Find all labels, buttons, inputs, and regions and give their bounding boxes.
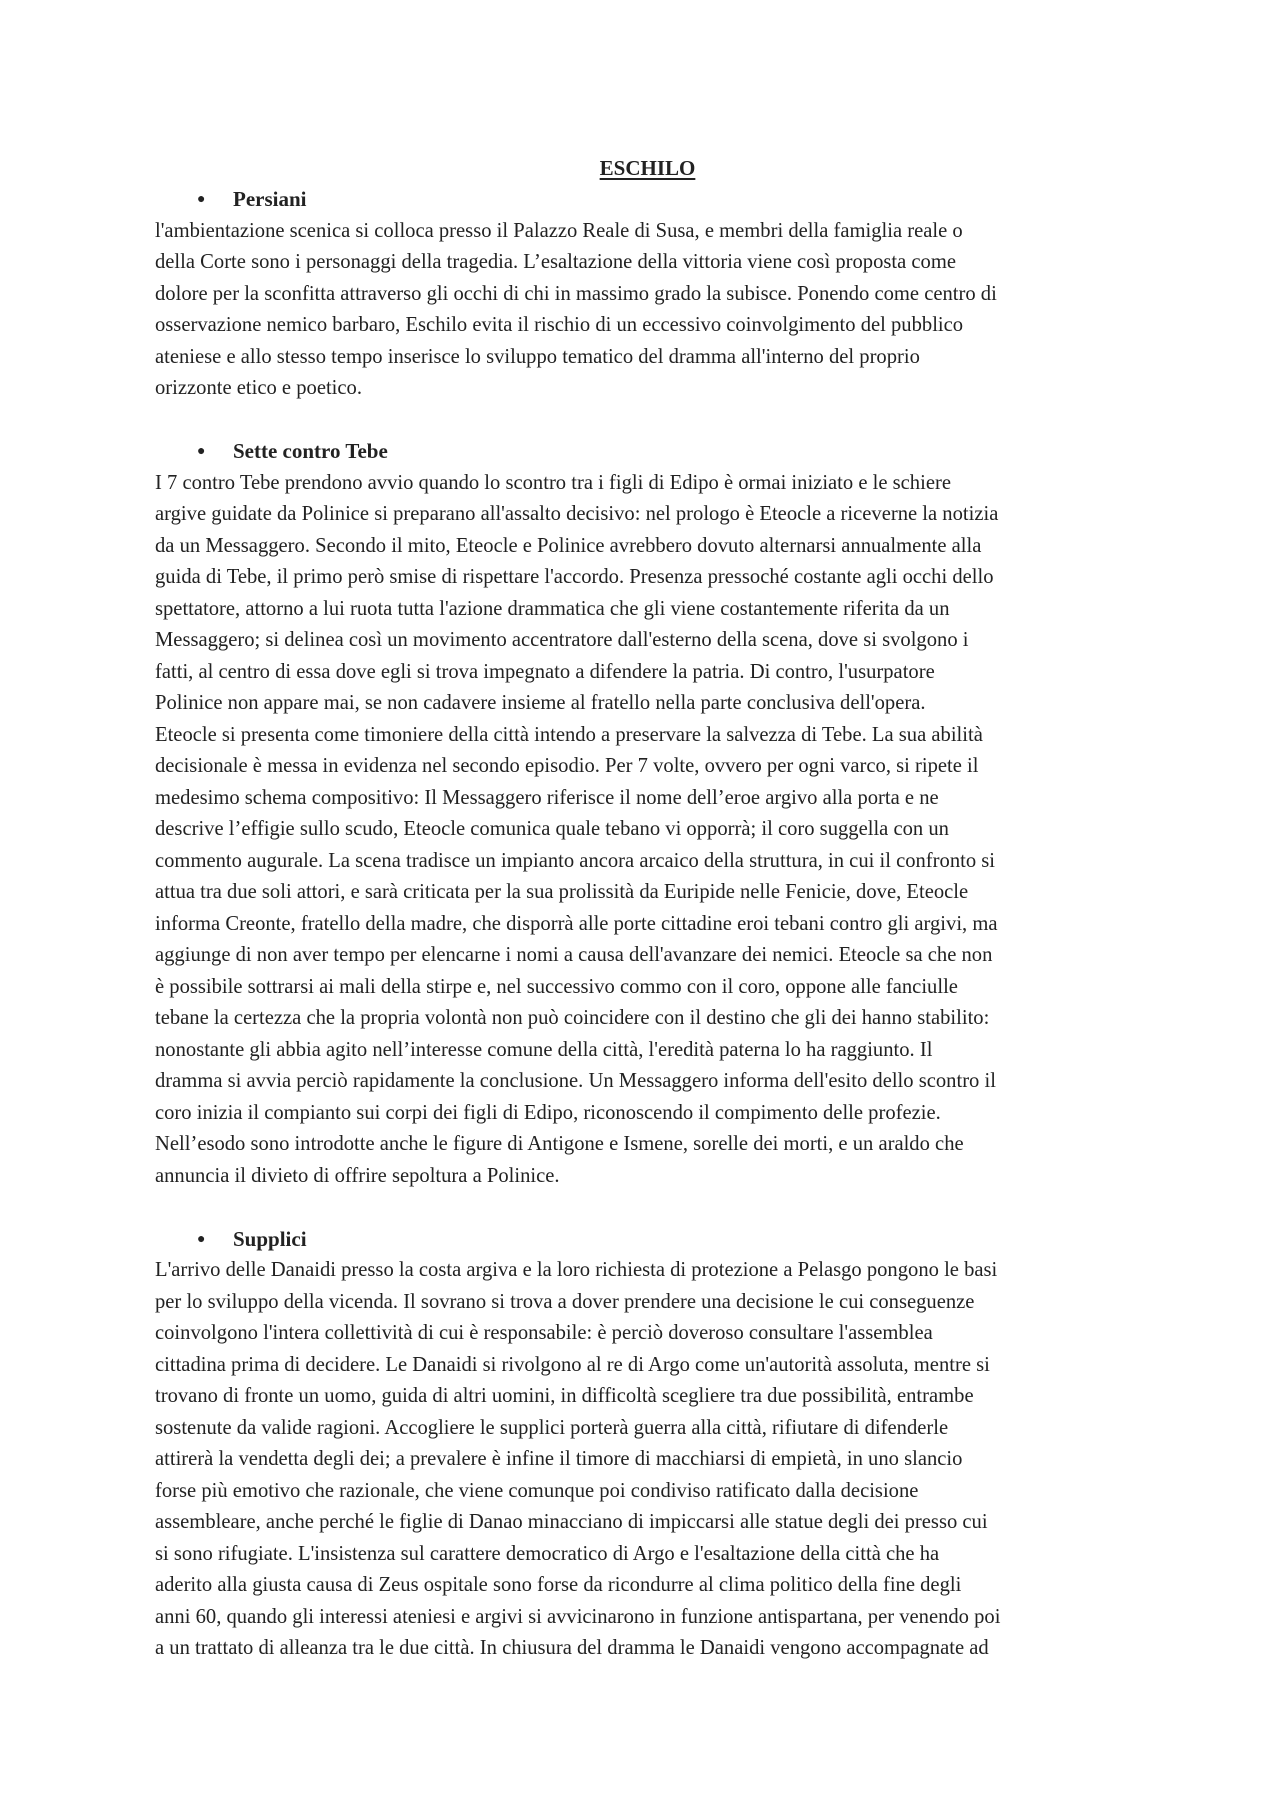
text-line: ateniese e allo stesso tempo inserisce lo sviluppo tematico del dramma all'interno del proprio [155, 345, 920, 368]
bullet-icon: ● [197, 192, 206, 207]
text-line: a un trattato di alleanza tra le due città. In chiusura del dramma le Danaidi vengono accompagnate ad [155, 1637, 989, 1659]
text-line: trovano di fronte un uomo, guida di altri uomini, in difficoltà scegliere tra due possibilità, entrambe [155, 1385, 974, 1407]
text-line: medesimo schema compositivo: Il Messaggero riferisce il nome dell’eroe argivo alla porta e ne [155, 786, 939, 809]
bullet-icon: ● [197, 444, 206, 459]
section-heading [155, 184, 1140, 216]
text-line: nonostante gli abbia agito nell’interesse comune della città, l'eredità paterna lo ha raggiunto. Il [155, 1038, 933, 1061]
text-line: dolore per la sconfitta attraverso gli occhi di chi in massimo grado la subisce. Ponendo come centro di [155, 282, 997, 305]
text-line: è possibile sottrarsi ai mali della stirpe e, nel successivo commo con il coro, oppone alle fanciulle [155, 975, 958, 998]
text-line: commento augurale. La scena tradisce un impianto ancora arcaico della struttura, in cui il confronto si [155, 849, 996, 872]
text-line: sostenute da valide ragioni. Accogliere le supplici porterà guerra alla città, rifiutare di difenderle [155, 1416, 949, 1439]
text-line: della Corte sono i personaggi della tragedia. L’esaltazione della vittoria viene così proposta come [155, 251, 956, 273]
text-line: decisionale è messa in evidenza nel secondo episodio. Per 7 volte, ovvero per ogni varco, si ripete il [155, 755, 979, 777]
section-heading-text: Supplici [233, 1226, 307, 1251]
text-line: guida di Tebe, il primo però smise di rispettare l'accordo. Presenza pressoché costante agli occhi dello [155, 566, 994, 588]
text-line: informa Creonte, fratello della madre, che disporrà alle porte cittadine eroi tebani contro gli argivi, ma [155, 912, 998, 935]
section-heading-text: Sette contro Tebe [233, 439, 388, 463]
text-line: aderito alla giusta causa di Zeus ospitale sono forse da ricondurre al clima politico della fine degli [155, 1574, 962, 1596]
text-line: fatti, al centro di essa dove egli si trova impegnato a difendere la patria. Di contro, l'usurpatore [155, 660, 935, 683]
section-heading [155, 1224, 1140, 1256]
text-line: forse più emotivo che razionale, che viene comunque poi condiviso ratificato dalla decisione [155, 1479, 919, 1502]
text-line: per lo sviluppo della vicenda. Il sovrano si trova a dover prendere una decisione le cui conseguenze [155, 1290, 975, 1313]
text-line: dramma si avvia perciò rapidamente la conclusione. Un Messaggero informa dell'esito dello scontro il [155, 1070, 996, 1092]
text-line: I 7 contro Tebe prendono avvio quando lo scontro tra i figli di Edipo è ormai iniziato e le schiere [155, 471, 951, 494]
section-spacer [155, 1192, 1140, 1224]
document-title: ESCHILO [599, 156, 696, 180]
text-line: spettatore, attorno a lui ruota tutta l'azione drammatica che gli viene costantemente riferita da un [155, 597, 950, 620]
document-body [155, 184, 1140, 1665]
section-paragraph [155, 216, 1140, 405]
text-line: assembleare, anche perché le figlie di Danao minacciano di impiccarsi alle statue degli dei presso cui [155, 1511, 988, 1533]
text-line: tebane la certezza che la propria volontà non può coincidere con il destino che gli dei hanno stabilito: [155, 1007, 990, 1029]
text-line: anni 60, quando gli interessi ateniesi e argivi si avvicinarono in funzione antispartana, per venendo poi [155, 1605, 1001, 1628]
text-line: L'arrivo delle Danaidi presso la costa argiva e la loro richiesta di protezione a Pelasgo pongono le basi [155, 1259, 998, 1281]
text-line: descrive l’effigie sullo scudo, Eteocle comunica quale tebano vi opporrà; il coro suggella con un [155, 818, 949, 840]
text-line: Nell’esodo sono introdotte anche le figure di Antigone e Ismene, sorelle dei morti, e un araldo che [155, 1133, 964, 1155]
section-paragraph [155, 1255, 1140, 1665]
text-line: si sono rifugiate. L'insistenza sul carattere democratico di Argo e l'esaltazione della città che ha [155, 1542, 940, 1565]
bullet-icon: ● [197, 1231, 206, 1247]
text-line: osservazione nemico barbaro, Eschilo evita il rischio di un eccessivo coinvolgimento del pubblico [155, 314, 964, 336]
text-line: orizzonte etico e poetico. [155, 377, 362, 399]
text-line: da un Messaggero. Secondo il mito, Eteocle e Polinice avrebbero dovuto alternarsi annualmente alla [155, 534, 982, 557]
text-line: l'ambientazione scenica si colloca presso il Palazzo Reale di Susa, e membri della famiglia reale o [155, 219, 963, 242]
text-line: attirerà la vendetta degli dei; a prevalere è infine il timore di macchiarsi di empietà, in uno slancio [155, 1448, 963, 1470]
text-line: aggiunge di non aver tempo per elencarne i nomi a causa dell'avanzare dei nemici. Eteocle sa che non [155, 944, 993, 966]
section-heading [155, 436, 1140, 468]
document-page [155, 152, 1140, 1665]
text-line: coinvolgono l'intera collettività di cui è responsabile: è perciò doveroso consultare l'assemblea [155, 1322, 933, 1344]
text-line: annuncia il divieto di offrire sepoltura a Polinice. [155, 1164, 560, 1187]
section-spacer [155, 405, 1140, 437]
section-heading-text: Persiani [233, 187, 307, 211]
text-line: cittadina prima di decidere. Le Danaidi si rivolgono al re di Argo come un'autorità assoluta, mentre si [155, 1353, 990, 1376]
text-line: Messaggero; si delinea così un movimento accentratore dall'esterno della scena, dove si svolgono i [155, 629, 969, 651]
text-line: coro inizia il compianto sui corpi dei figli di Edipo, riconoscendo il compimento delle profezie. [155, 1101, 941, 1124]
text-line: Eteocle si presenta come timoniere della città intendo a preservare la salvezza di Tebe. La sua abilità [155, 723, 983, 746]
text-line: Polinice non appare mai, se non cadavere insieme al fratello nella parte conclusiva dell'opera. [155, 692, 926, 714]
text-line: argive guidate da Polinice si preparano all'assalto decisivo: nel prologo è Eteocle a riceverne la notizia [155, 503, 999, 525]
section-paragraph [155, 468, 1140, 1193]
text-line: attua tra due soli attori, e sarà criticata per la sua prolissità da Euripide nelle Fenicie, dove, Eteocle [155, 881, 969, 903]
